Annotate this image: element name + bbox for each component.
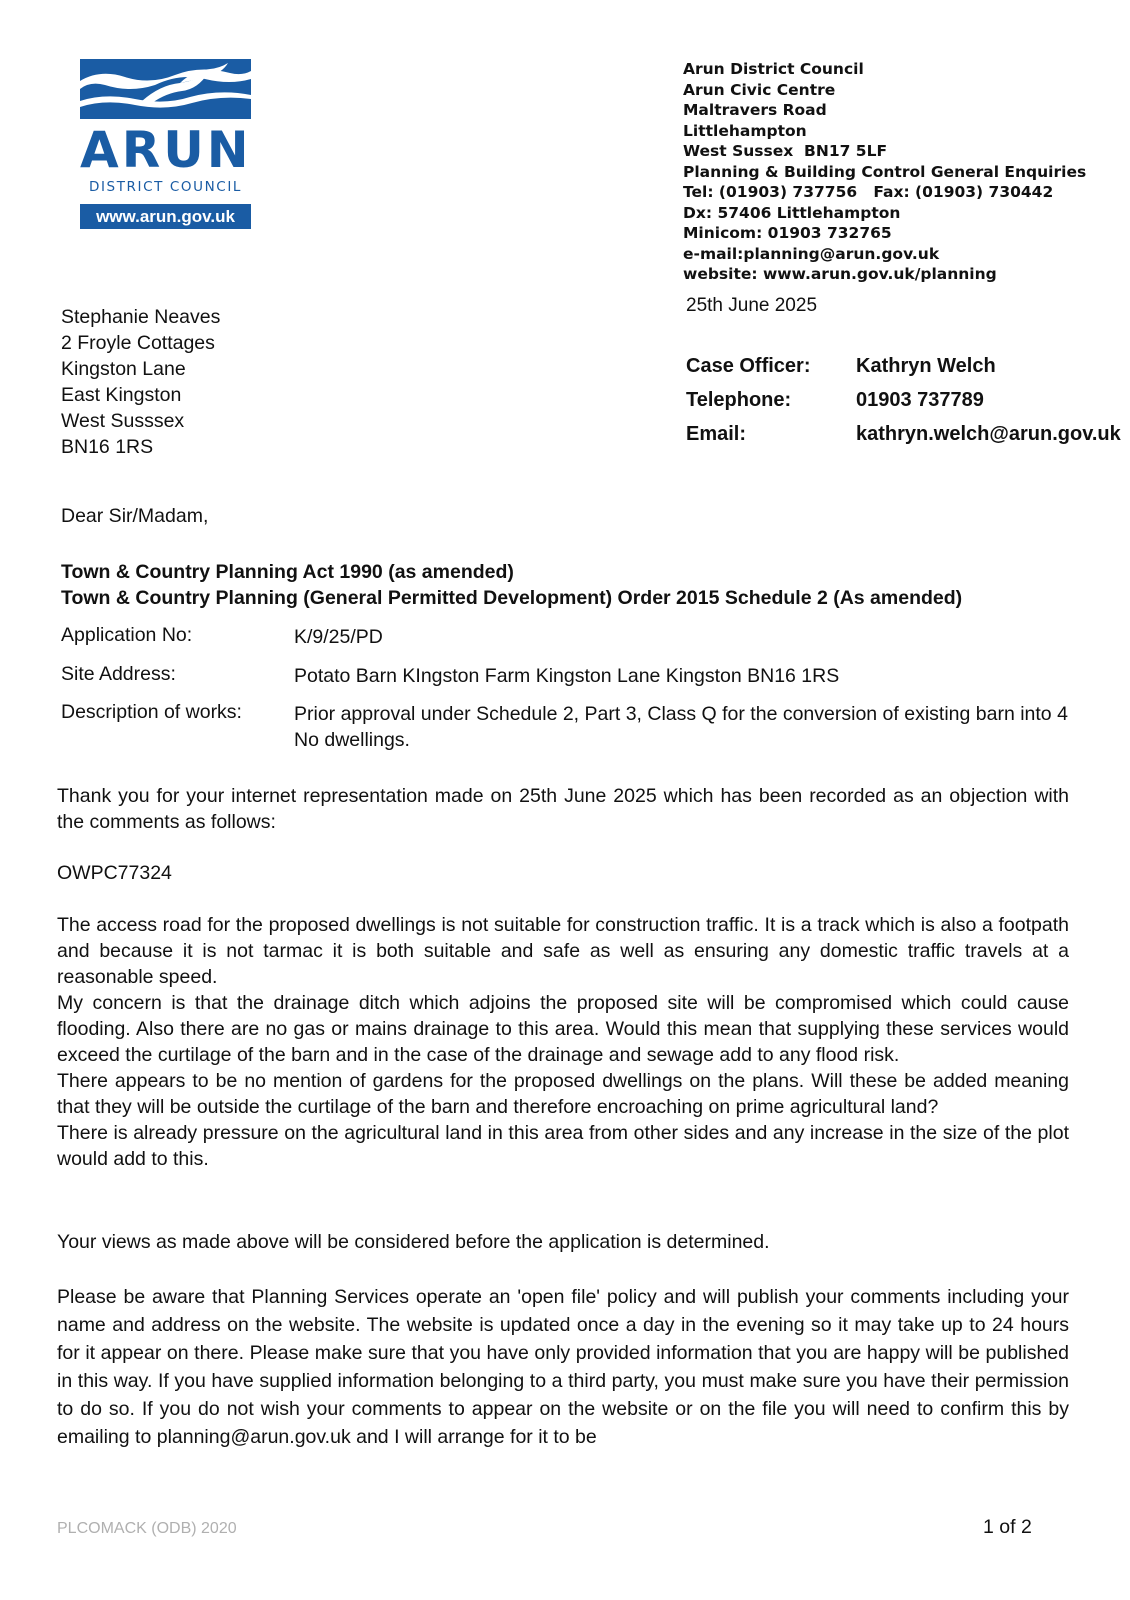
council-address-line: website: www.arun.gov.uk/planning [683, 265, 997, 283]
council-address-line: e-mail:planning@arun.gov.uk [683, 244, 940, 263]
detail-label: Application No: [61, 624, 193, 646]
recipient-line: East Kingston [61, 384, 182, 406]
detail-row [61, 701, 1074, 753]
comment-paragraph: The access road for the proposed dwellings is not suitable for construction traffic. It is a track which is also a footpath and because it is not tarmac it is both suitable and safe as well as ensuring any domestic traffic travels at a reasonable speed. [57, 914, 1069, 988]
officer-label: Email: [686, 423, 747, 445]
comments-block [57, 912, 1069, 1172]
council-address-line: Arun District Council [683, 60, 864, 78]
council-address-line: Minicom: 01903 732765 [683, 224, 892, 242]
site-address: Potato Barn KIngston Farm Kingston Lane Kingston BN16 1RS [294, 665, 840, 687]
application-number: K/9/25/PD [294, 626, 383, 648]
open-file-policy: Please be aware that Planning Services operate an 'open file' policy and will publish your comments including your name and address on the website. The website is updated once a day in the evening so it may take up to 24 hours for it appear on there. Please make sure that you have only provided information that you are happy will be published in this way. If you have supplied information belonging to a third party, you must make sure you have their permission to do so. If you do not wish your comments to appear on the website or on the file you will need to confirm this by emailing to planning@arun.gov.uk and I will arrange for it to be [57, 1286, 1069, 1448]
views-note: Your views as made above will be considered before the application is determined. [57, 1231, 770, 1253]
recipient-line: Stephanie Neaves [61, 306, 221, 328]
salutation: Dear Sir/Madam, [61, 505, 209, 527]
recipient-address [61, 304, 220, 460]
council-address-line: Dx: 57406 Littlehampton [683, 203, 901, 222]
council-address-line: West Sussex BN17 5LF [683, 142, 888, 160]
officer-label: Case Officer: [686, 355, 811, 377]
recipient-line: BN16 1RS [61, 436, 154, 458]
document-code: PLCOMACK (ODB) 2020 [57, 1520, 237, 1537]
logo-url: www.arun.gov.uk [80, 204, 251, 229]
council-address [683, 59, 1086, 285]
page-number: 1 of 2 [983, 1516, 1032, 1538]
act-heading [61, 559, 962, 611]
comment-paragraph: There appears to be no mention of gardens for the proposed dwellings on the plans. Will these be added meaning that they will be outside the curtilage of the barn and therefore encroaching on prime agricultural land? [57, 1070, 1069, 1118]
detail-label: Site Address: [61, 663, 176, 685]
application-details [61, 624, 1074, 753]
recipient-line: Kingston Lane [61, 358, 186, 380]
comment-paragraph: My concern is that the drainage ditch which adjoins the proposed site will be compromised which could cause flooding. Also there are no gas or mains drainage to this area. Would this mean that supplying these services would exceed the curtilage of the barn and in the case of the drainage and sewage add to any flood risk. [57, 992, 1069, 1066]
detail-row [61, 663, 1074, 701]
officer-email: kathryn.welch@arun.gov.uk [856, 423, 1121, 445]
detail-row [61, 624, 1074, 663]
council-address-line: Maltravers Road [683, 101, 827, 119]
letter-date: 25th June 2025 [686, 295, 818, 316]
logo-subtitle: DISTRICT COUNCIL [88, 179, 243, 195]
comment-paragraph: There is already pressure on the agricultural land in this area from other sides and any increase in the size of the plot would add to this. [57, 1122, 1069, 1170]
council-address-line: Arun Civic Centre [683, 80, 836, 99]
council-address-line: Planning & Building Control General Enquiries [683, 162, 1087, 181]
council-logo [80, 59, 251, 229]
reference-number: OWPC77324 [57, 862, 172, 884]
detail-label: Description of works: [61, 701, 242, 723]
seagull-banner-icon [80, 59, 251, 119]
officer-phone: 01903 737789 [856, 389, 984, 411]
act-line: Town & Country Planning (General Permitted Development) Order 2015 Schedule 2 (As amended) [61, 587, 963, 609]
council-address-line: Littlehampton [683, 121, 807, 140]
officer-name: Kathryn Welch [856, 355, 996, 377]
council-address-line: Tel: (01903) 737756 Fax: (01903) 730442 [683, 183, 1054, 201]
officer-label: Telephone: [686, 389, 792, 411]
logo-wordmark: ARUN [80, 121, 252, 179]
recipient-line: 2 Froyle Cottages [61, 332, 215, 354]
recipient-line: West Susssex [61, 410, 185, 432]
description-of-works: Prior approval under Schedule 2, Part 3, Class Q for the conversion of existing barn into 4 No dwellings. [294, 703, 1068, 751]
intro-paragraph: Thank you for your internet representation made on 25th June 2025 which has been recorded as an objection with the comments as follows: [57, 785, 1069, 833]
act-line: Town & Country Planning Act 1990 (as amended) [61, 561, 514, 583]
